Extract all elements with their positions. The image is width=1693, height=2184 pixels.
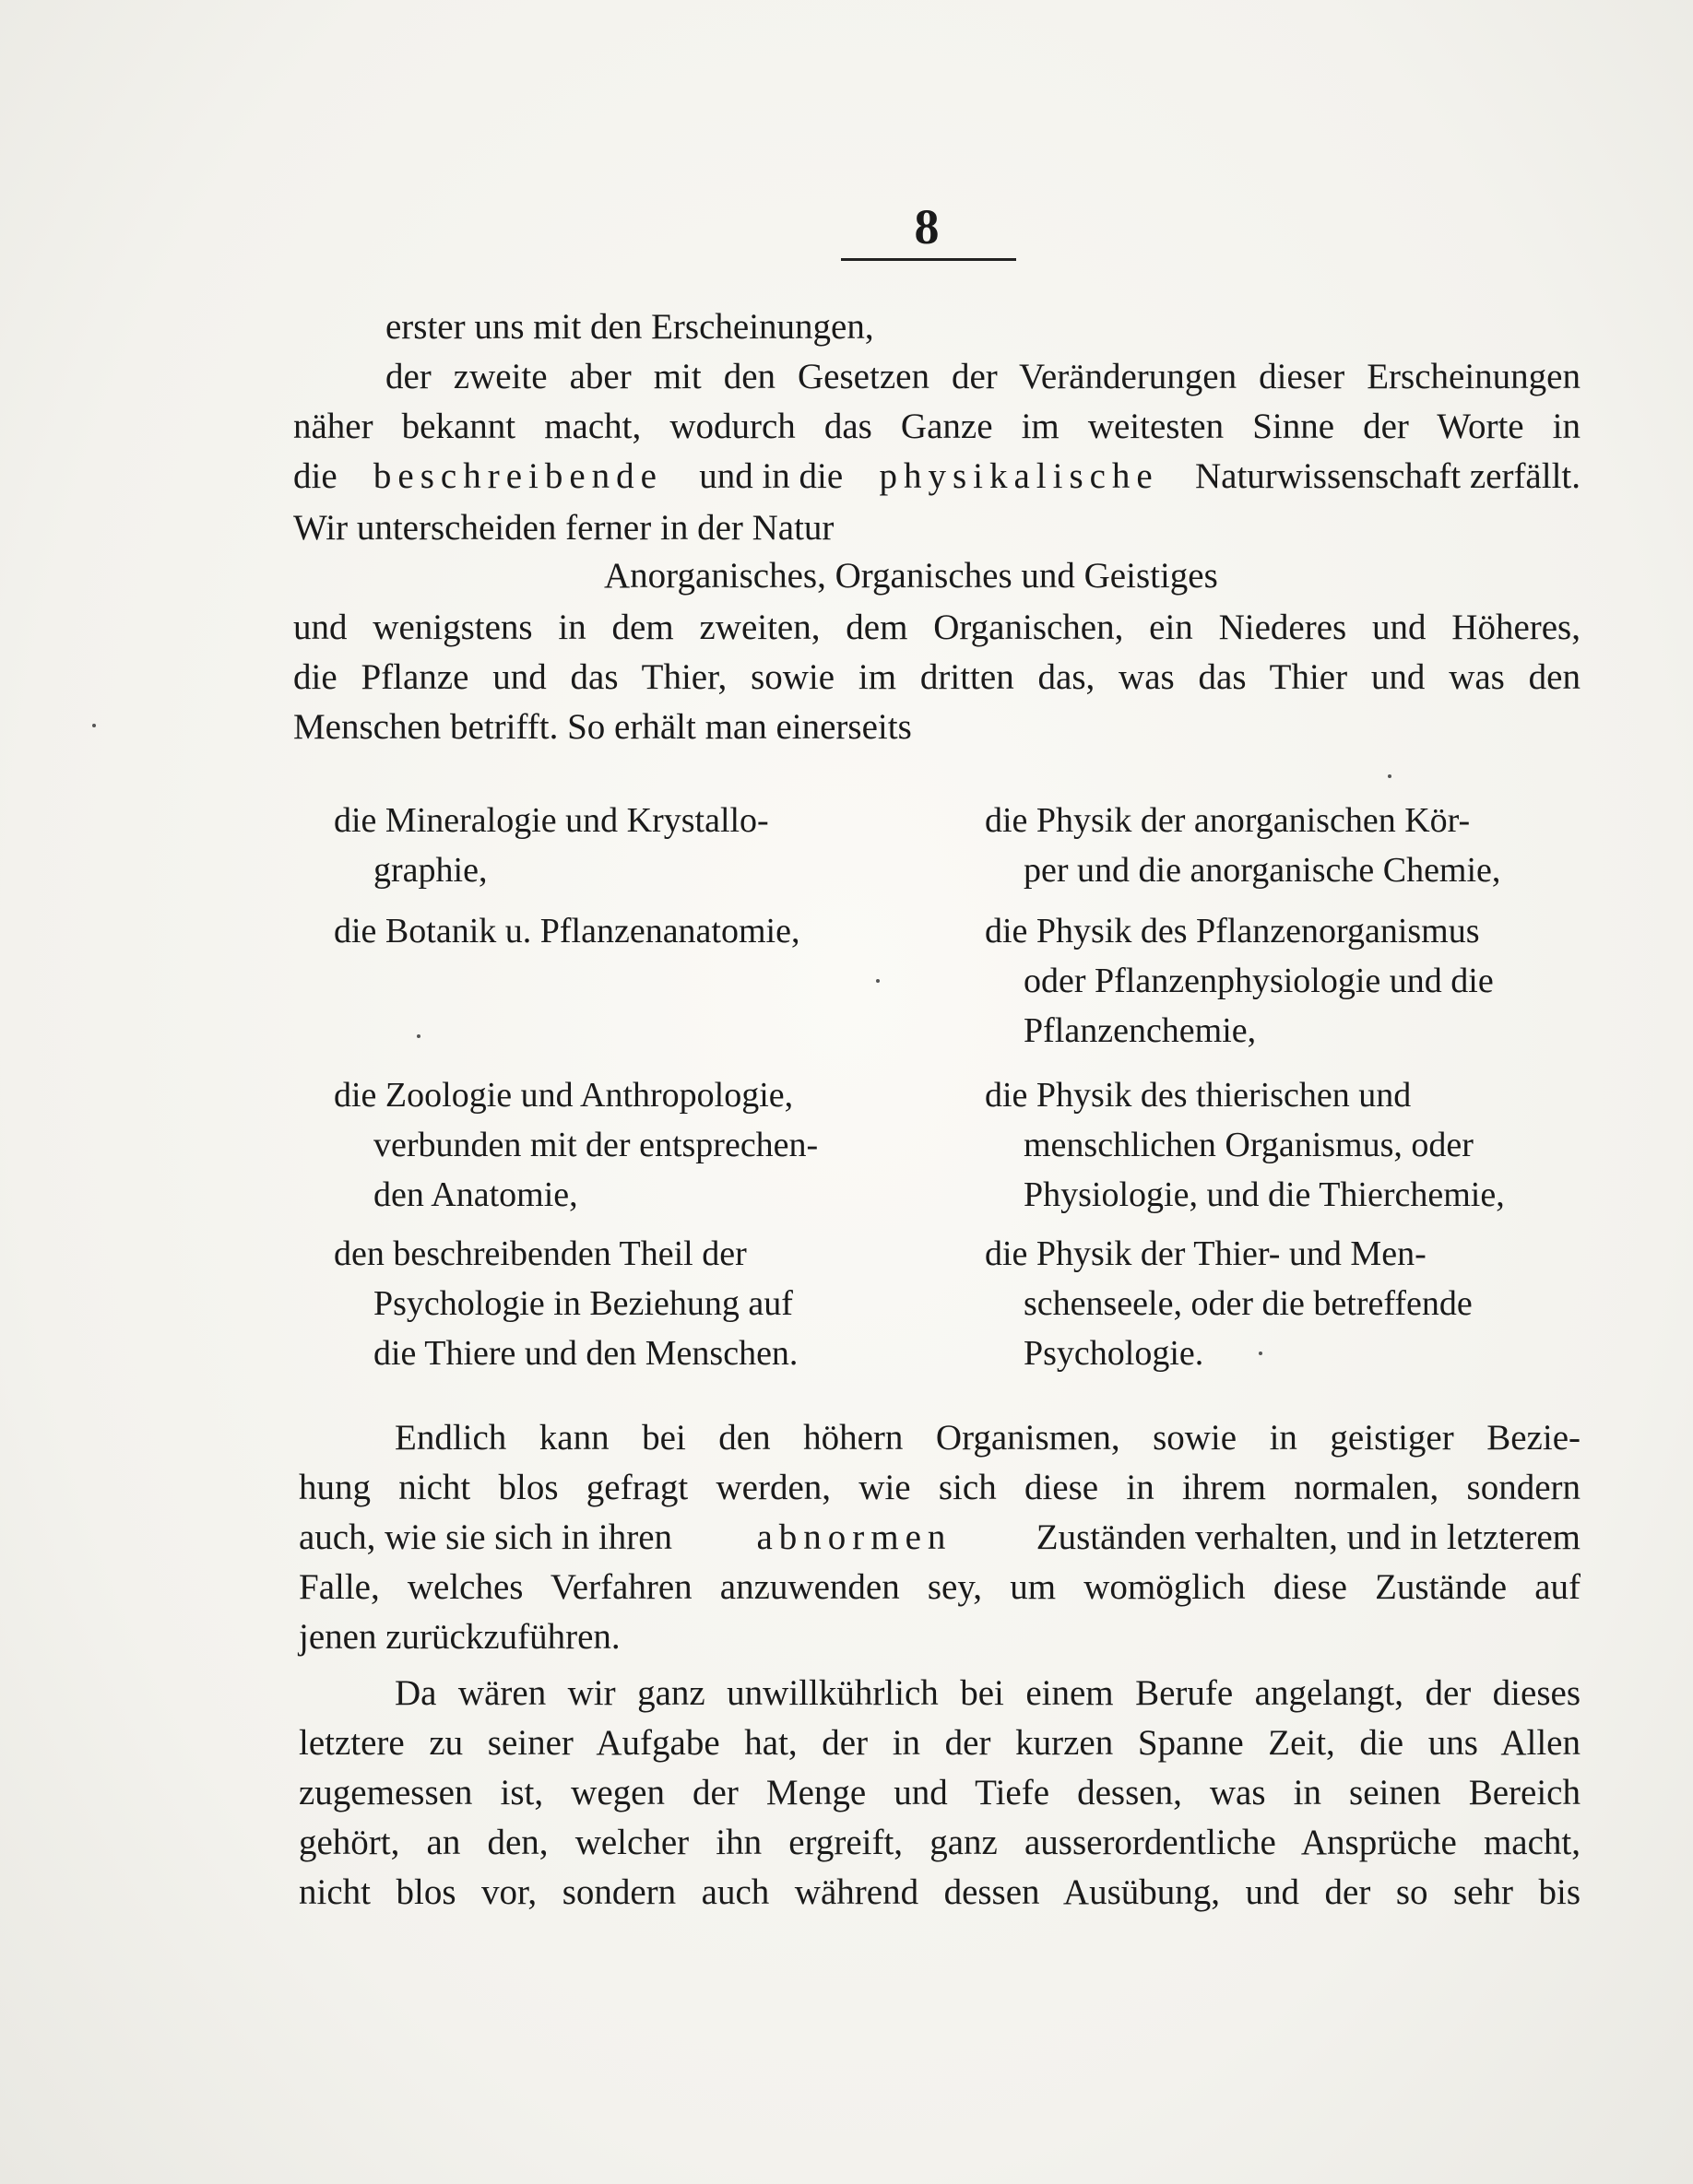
para2-line-5: jenen zurückzuführen. xyxy=(299,1617,621,1657)
left-col-item-3-cont: verbunden mit der entsprechen- xyxy=(373,1126,819,1164)
right-col-item-4: die Physik der Thier- und Men- xyxy=(985,1234,1427,1273)
para3-line-4: gehört, an den, welcher ihn ergreift, ganz ausserordentliche Ansprüche macht, xyxy=(299,1823,1581,1862)
print-speck xyxy=(417,1034,420,1038)
intro-line-4-word: die xyxy=(293,456,337,496)
intro-line-7: und wenigstens in dem zweiten, dem Organischen, ein Niederes und Höheres, xyxy=(293,608,1581,647)
para3-line-1: Da wären wir ganz unwillkührlich bei einem Berufe angelangt, der dieses xyxy=(395,1673,1581,1713)
right-col-item-3-cont: menschlichen Organismus, oder xyxy=(1024,1126,1474,1164)
para3-line-3: zugemessen ist, wegen der Menge und Tiefe dessen, was in seinen Bereich xyxy=(299,1773,1581,1812)
intro-line-9: Menschen betrifft. So erhält man einerseits xyxy=(293,707,912,747)
left-col-item-3: die Zoologie und Anthropologie, xyxy=(334,1076,794,1115)
left-col-item-1-cont: graphie, xyxy=(373,851,488,890)
para3-line-5: nicht blos vor, sondern auch während dessen Ausübung, und der so sehr bis xyxy=(299,1872,1581,1912)
right-col-item-3: die Physik des thierischen und xyxy=(985,1076,1412,1115)
left-col-item-1: die Mineralogie und Krystallo- xyxy=(334,801,769,840)
para2-line-3 xyxy=(299,1515,1581,1561)
right-col-item-2-cont: oder Pflanzenphysiologie und die xyxy=(1024,962,1494,1000)
right-col-item-3-cont: Physiologie, und die Thierchemie, xyxy=(1024,1175,1505,1214)
right-col-item-2: die Physik des Pflanzenorganismus xyxy=(985,912,1480,950)
left-col-item-3-cont: den Anatomie, xyxy=(373,1175,578,1214)
page-number: 8 xyxy=(914,199,940,254)
right-col-item-2-cont: Pflanzenchemie, xyxy=(1024,1011,1257,1050)
page-number-rule xyxy=(841,258,1016,261)
intro-line-8: die Pflanze und das Thier, sowie im dritten das, was das Thier und was den xyxy=(293,657,1581,697)
para2-line-2: hung nicht blos gefragt werden, wie sich diese in ihrem normalen, sondern xyxy=(299,1468,1581,1507)
intro-line-4 xyxy=(293,454,1581,500)
intro-line-4-word: Naturwissenschaft zerfällt. xyxy=(1195,456,1581,496)
para2-line-3-part: Zuständen verhalten, und in letzterem xyxy=(1036,1517,1581,1557)
print-speck xyxy=(1388,774,1391,778)
print-speck xyxy=(1259,1352,1262,1355)
left-col-item-4: den beschreibenden Theil der xyxy=(334,1234,747,1273)
print-speck xyxy=(876,979,880,983)
para3-line-2: letztere zu seiner Aufgabe hat, der in der kurzen Spanne Zeit, die uns Allen xyxy=(299,1723,1581,1763)
emphasis-physikalische: physikalische xyxy=(879,456,1159,496)
emphasis-abnormen: abnormen xyxy=(756,1517,953,1557)
right-col-item-1-cont: per und die anorganische Chemie, xyxy=(1024,851,1501,890)
emphasis-beschreibende: beschreibende xyxy=(373,456,663,496)
print-speck xyxy=(92,724,96,727)
para2-line-3-part: auch, wie sie sich in ihren xyxy=(299,1517,673,1557)
intro-line-1: erster uns mit den Erscheinungen, xyxy=(385,307,874,347)
intro-line-2: der zweite aber mit den Gesetzen der Veränderungen dieser Erscheinungen xyxy=(385,357,1581,396)
para2-line-1: Endlich kann bei den höhern Organismen, sowie in geistiger Bezie- xyxy=(395,1418,1581,1458)
intro-line-5: Wir unterscheiden ferner in der Natur xyxy=(293,508,835,548)
right-col-item-1: die Physik der anorganischen Kör- xyxy=(985,801,1471,840)
left-col-item-4-cont: Psychologie in Beziehung auf xyxy=(373,1284,793,1323)
intro-line-6: Anorganisches, Organisches und Geistiges xyxy=(604,556,1218,596)
intro-line-3: näher bekannt macht, wodurch das Ganze im weitesten Sinne der Worte in xyxy=(293,407,1581,446)
left-col-item-2: die Botanik u. Pflanzenanatomie, xyxy=(334,912,800,950)
para2-line-4: Falle, welches Verfahren anzuwenden sey, um womöglich diese Zustände auf xyxy=(299,1567,1581,1607)
intro-line-4-word: und in die xyxy=(699,456,844,496)
right-col-item-4-cont: schenseele, oder die betreffende xyxy=(1024,1284,1473,1323)
right-col-item-4-cont: Psychologie. xyxy=(1024,1334,1204,1373)
left-col-item-4-cont: die Thiere und den Menschen. xyxy=(373,1334,799,1373)
